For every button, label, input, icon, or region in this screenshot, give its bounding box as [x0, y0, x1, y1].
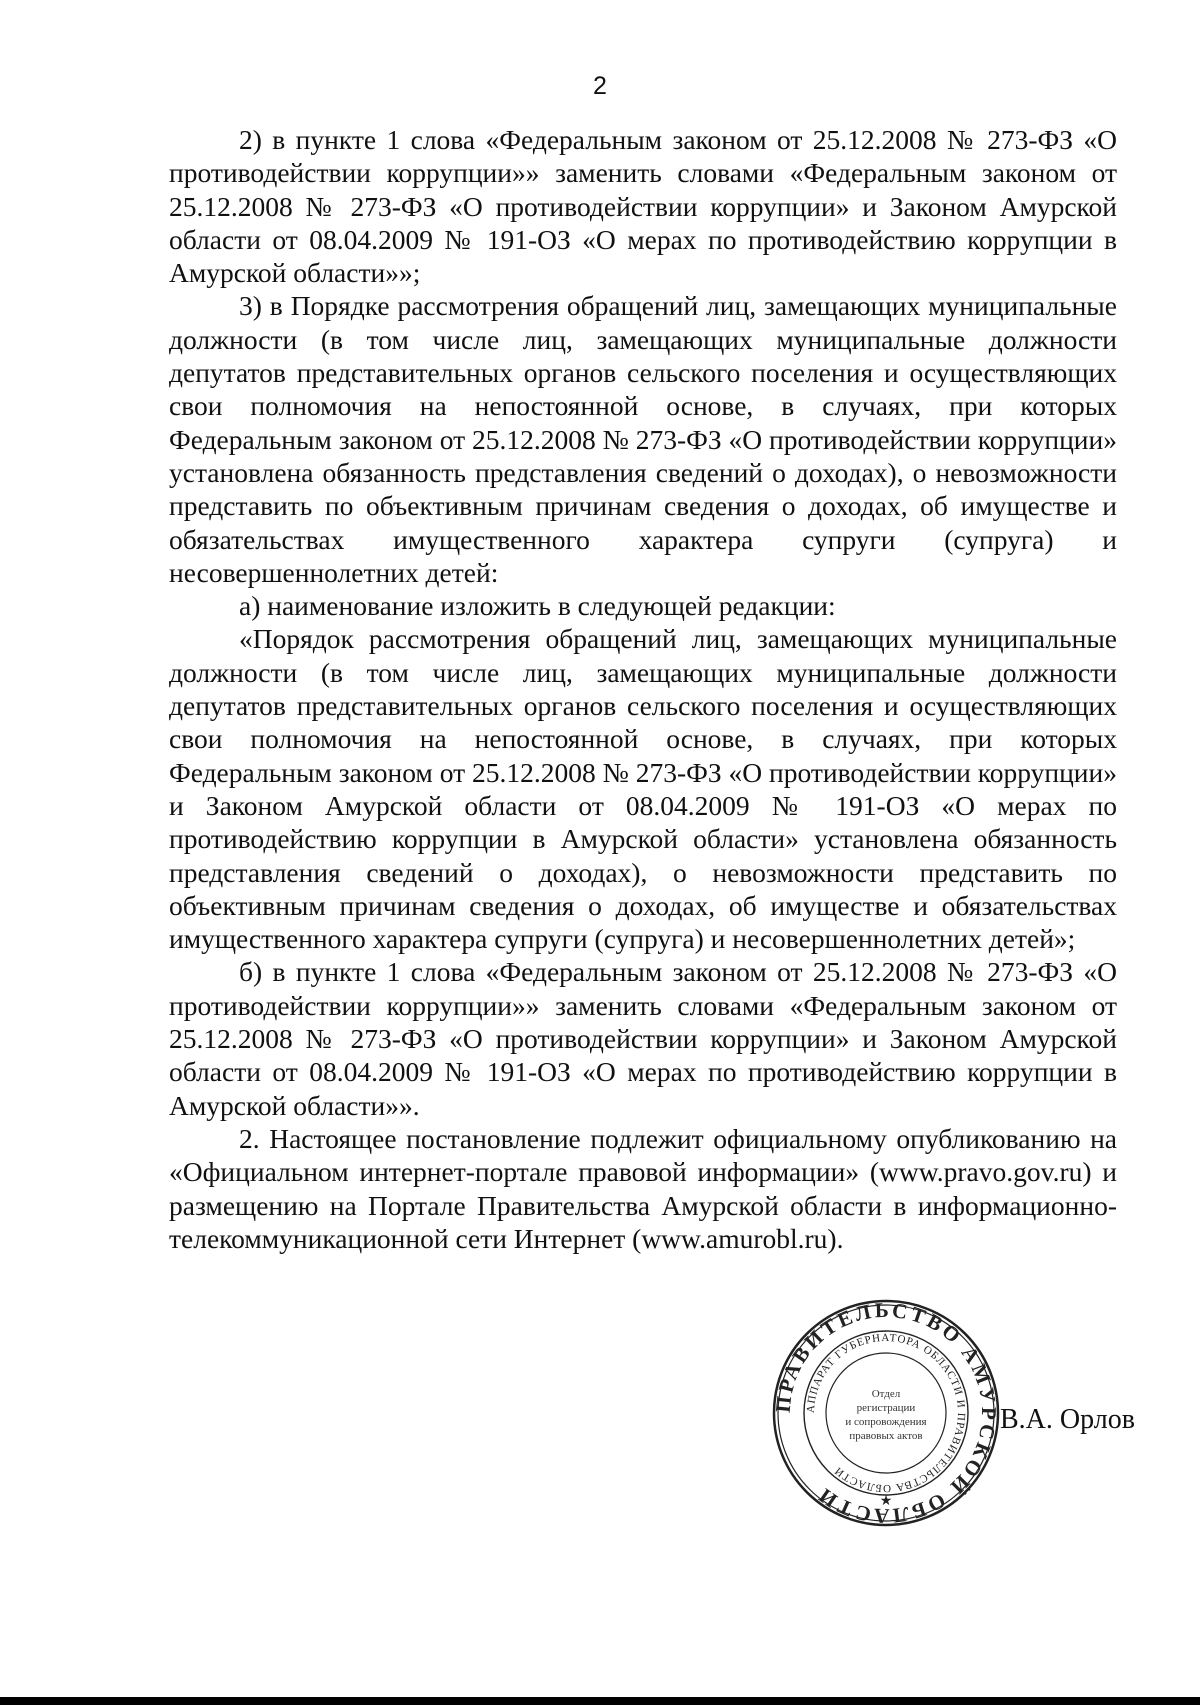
seal-center-line-2: регистрации — [856, 1402, 916, 1414]
paragraph-publication: 2. Настоящее постановление подлежит официальному опубликованию на «Официальном интернет-портале правовой информации» (www.pravo.gov.ru) и размещению на Портале Правительства Амурской области в информационно-телекоммуникационной сети Интернет (www.amurobl.ru). — [169, 1122, 1117, 1254]
paragraph-subitem-b: б) в пункте 1 слова «Федеральным законом от 25.12.2008 № 273-ФЗ «О противодействии коррупции»» заменить словами «Федеральным законом от 25.12.2008 № 273-ФЗ «О противодействии коррупции» и Законом Амурской области от 08.04.2009 № 191-ОЗ «О мерах по противодействию коррупции в Амурской области»». — [169, 956, 1117, 1121]
seal-center-line-4: правовых актов — [849, 1430, 923, 1442]
signatory-name: В.А. Орлов — [1000, 1404, 1135, 1435]
paragraph-item-3: 3) в Порядке рассмотрения обращений лиц, замещающих муниципальные должности (в том числе лиц, замещающих муниципальные должности депутатов представительных органов сельского поселения и осуществляющих свои полномочия на непостоянной основе, в случаях, при которых Федеральным законом от 25.12.2008 № 273-ФЗ «О противодействии коррупции» установлена обязанность представления сведений о доходах), о невозможности представить по объективным причинам сведения о доходах, об имуществе и обязательствах имущественного характера супруги (супруга) и несовершеннолетних детей: — [169, 290, 1117, 588]
paragraph-subitem-a: а) наименование изложить в следующей редакции: — [239, 590, 836, 622]
paragraph-item-2: 2) в пункте 1 слова «Федеральным законом от 25.12.2008 № 273-ФЗ «О противодействии коррупции»» заменить словами «Федеральным законом от 25.12.2008 № 273-ФЗ «О противодействии коррупции» и Законом Амурской области от 08.04.2009 № 191-ОЗ «О мерах по противодействию коррупции в Амурской области»»; — [169, 124, 1117, 289]
seal-center-line-1: Отдел — [871, 1388, 901, 1400]
seal-star-icon: ★ — [879, 1494, 893, 1509]
seal-inner-text: АППАРАТ ГУБЕРНАТОРА ОБЛАСТИ И ПРАВИТЕЛЬСТВА ОБЛАСТИ — [804, 1331, 968, 1495]
page-number: 2 — [593, 72, 607, 100]
paragraph-new-title: «Порядок рассмотрения обращений лиц, замещающих муниципальные должности (в том числе лиц, замещающих муниципальные должности депутатов представительных органов сельского поселения и осуществляющих свои полномочия на непостоянной основе, в случаях, при которых Федеральным законом от 25.12.2008 № 273-ФЗ «О противодействии коррупции» и Законом Амурской области от 08.04.2009 № 191-ОЗ «О мерах по противодействию коррупции в Амурской области» установлена обязанность представления сведений о доходах), о невозможности представить по объективным причинам сведения о доходах, об имуществе и обязательствах имущественного характера супруги (супруга) и несовершеннолетних детей»; — [169, 623, 1117, 955]
seal-outer-text: ПРАВИТЕЛЬСТВО АМУРСКОЙ ОБЛАСТИ — [770, 1297, 1002, 1529]
seal-center-line-3: и сопровождения — [845, 1416, 927, 1428]
page-bottom-border — [0, 1697, 1200, 1705]
official-seal — [770, 1297, 1002, 1529]
document-body — [169, 123, 1117, 1255]
